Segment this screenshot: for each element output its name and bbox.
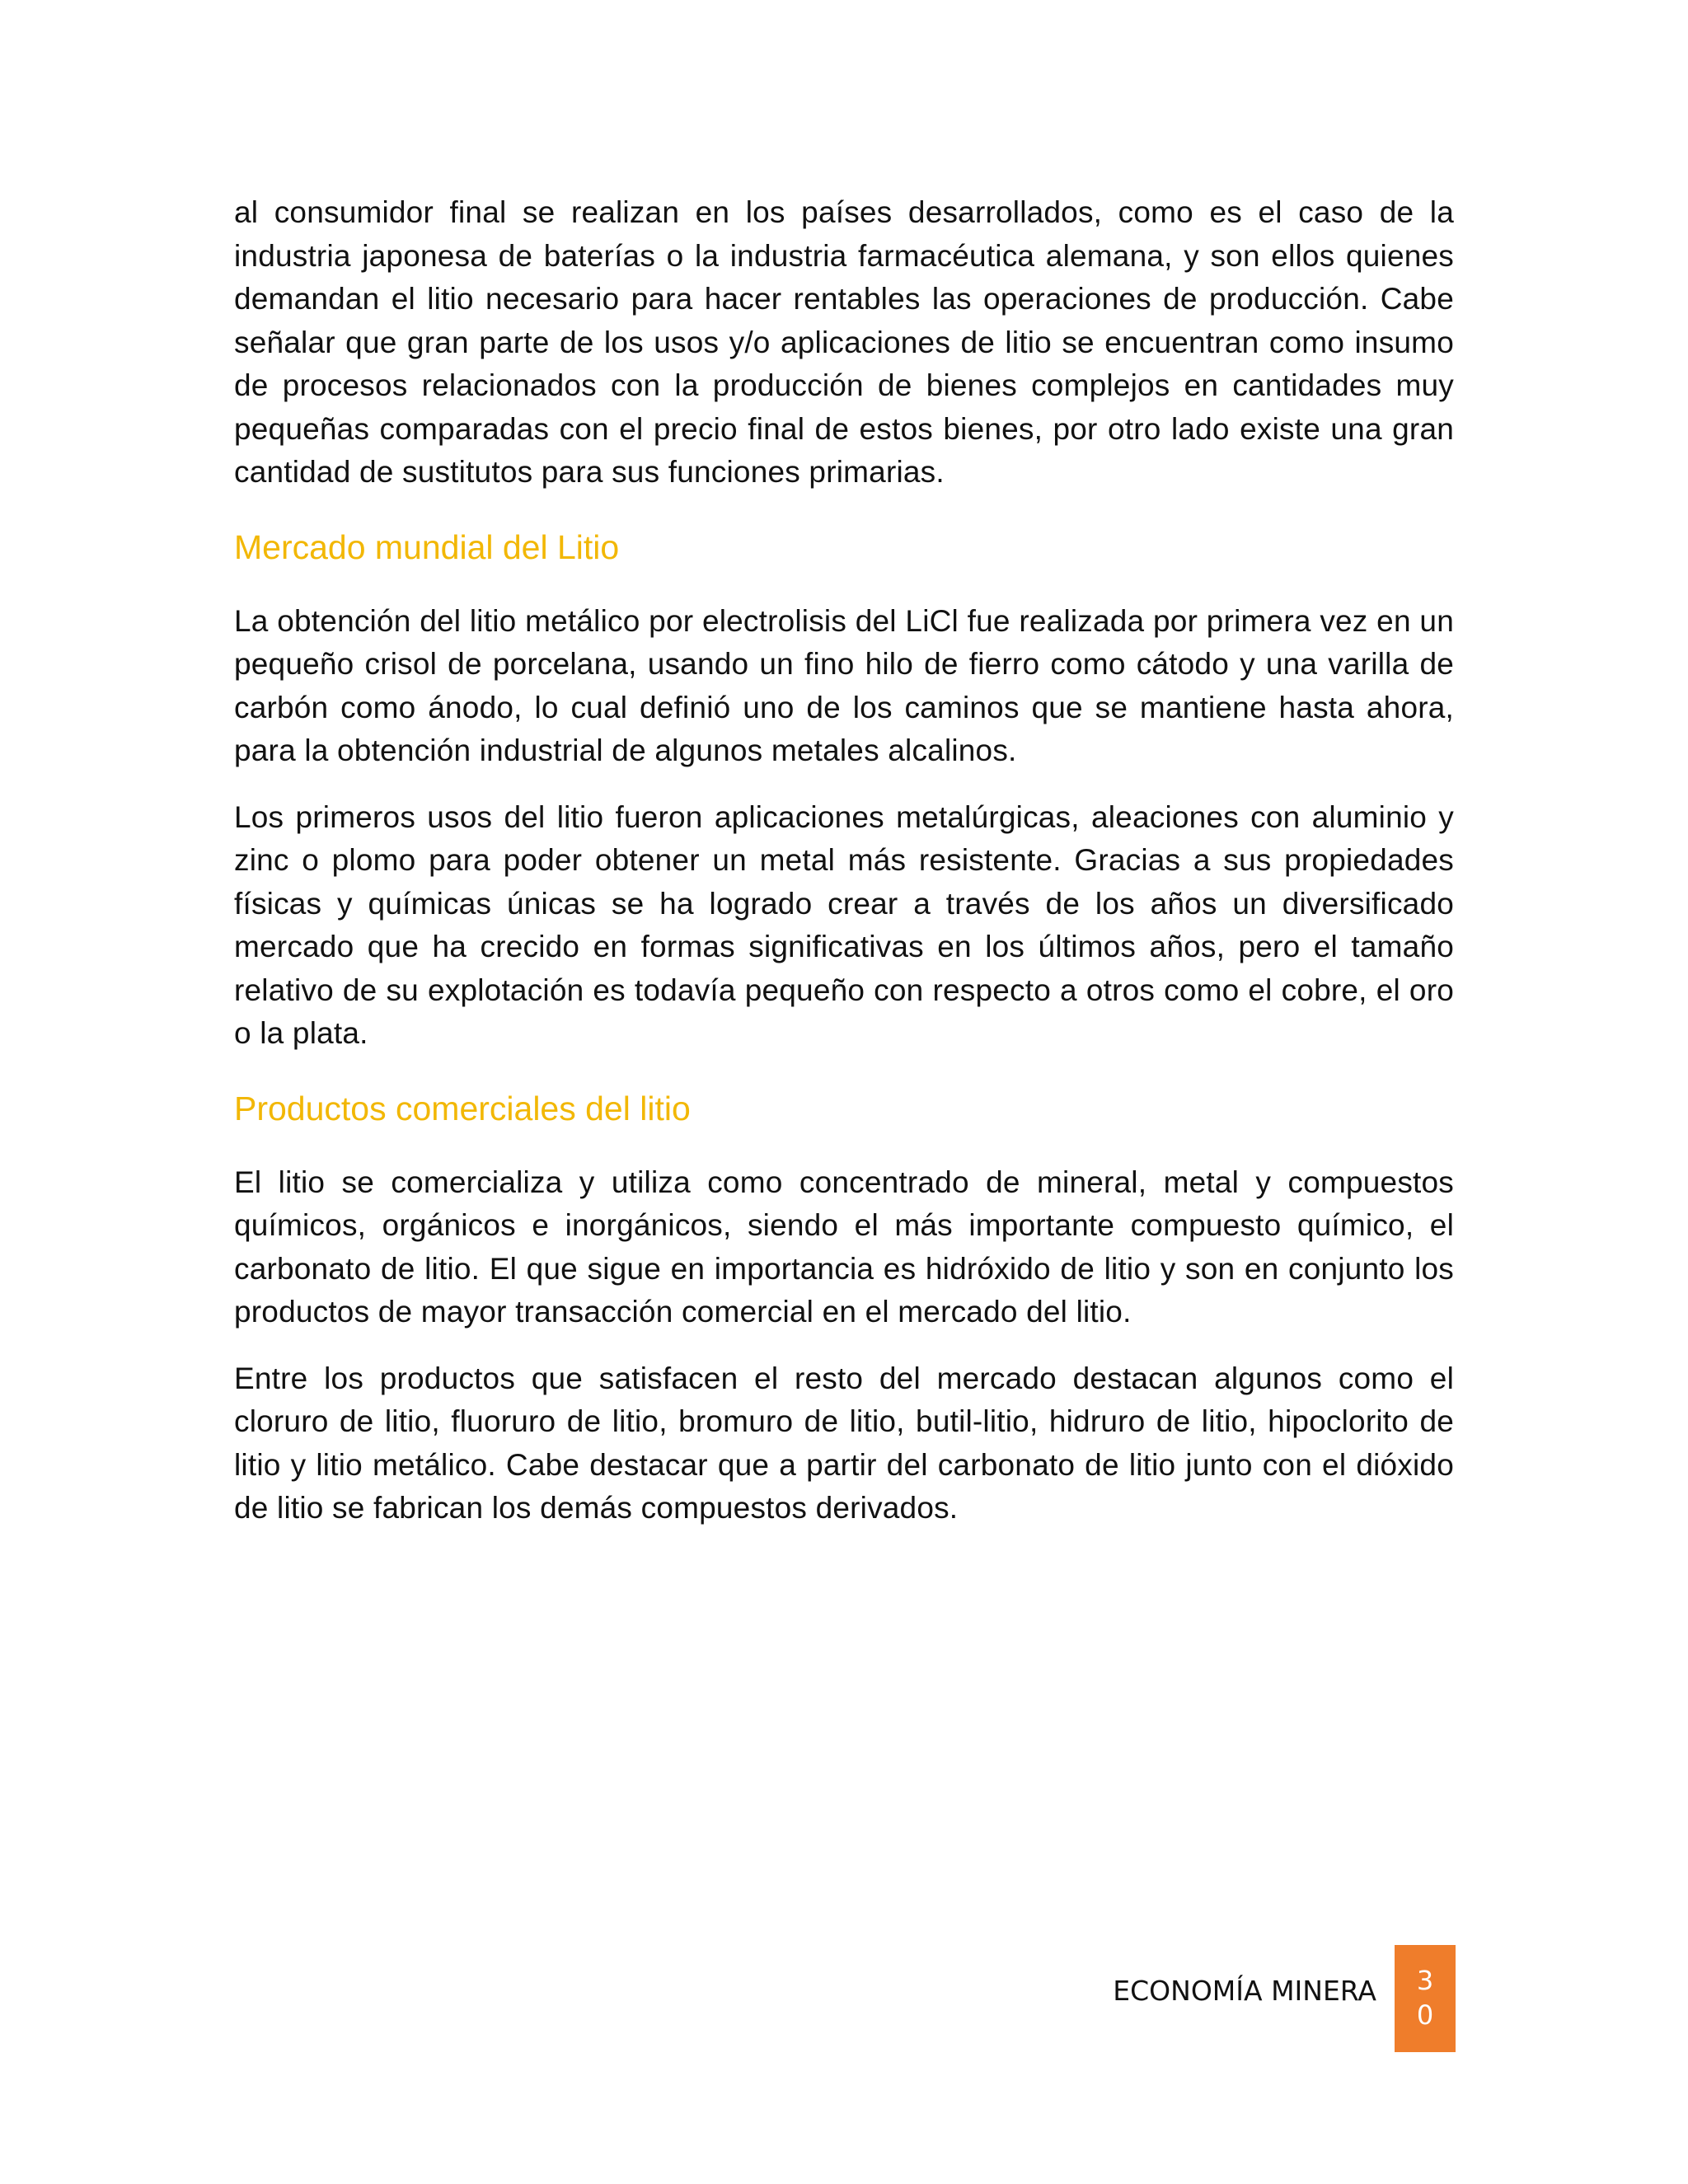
section-heading-mercado-mundial: Mercado mundial del Litio xyxy=(234,527,620,566)
paragraph-obtencion-litio: La obtención del litio metálico por electrolisis del LiCl fue realizada por primera vez en un pequeño crisol de porcelana, usando un fino hilo de fierro como cátodo y una varilla de carbón como ánodo, lo cual definió uno de los caminos que se mantiene hasta ahora, para la obtención industrial de algunos metales alcalinos. xyxy=(234,603,1454,767)
page-body xyxy=(234,191,1454,1554)
paragraph-primeros-usos: Los primeros usos del litio fueron aplicaciones metalúrgicas, aleaciones con aluminio y zinc o plomo para poder obtener un metal más resistente. Gracias a sus propiedades físicas y químicas únicas se ha logrado crear a través de los años un diversificado mercado que ha crecido en formas significativas en los últimos años, pero el tamaño relativo de su explotación es todavía pequeño con respecto a otros como el cobre, el oro o la plata. xyxy=(234,799,1454,1050)
page-number-digit-2: 0 xyxy=(1416,1999,1434,2031)
intro-paragraph: al consumidor final se realizan en los países desarrollados, como es el caso de la industria japonesa de baterías o la industria farmacéutica alemana, y son ellos quienes demandan el litio necesario para hacer rentables las operaciones de producción. Cabe señalar que gran parte de los usos y/o aplicaciones de litio se encuentran como insumo de procesos relacionados con la producción de bienes complejos en cantidades muy pequeñas comparadas con el precio final de estos bienes, por otro lado existe una gran cantidad de sustitutos para sus funciones primarias. xyxy=(234,195,1454,489)
paragraph-otros-productos: Entre los productos que satisfacen el resto del mercado destacan algunos como el cloruro de litio, fluoruro de litio, bromuro de litio, butil-litio, hidruro de litio, hipoclorito de litio y litio metálico. Cabe destacar que a partir del carbonato de litio junto con el dióxido de litio se fabrican los demás compuestos derivados. xyxy=(234,1361,1454,1525)
section-heading-productos-comerciales: Productos comerciales del litio xyxy=(234,1089,691,1127)
page-number-digit-1: 3 xyxy=(1416,1965,1434,1996)
page-number-badge xyxy=(1395,1945,1456,2052)
paragraph-comercializacion: El litio se comercializa y utiliza como concentrado de mineral, metal y compuestos químicos, orgánicos e inorgánicos, siendo el más importante compuesto químico, el carbonato de litio. El que sigue en importancia es hidróxido de litio y son en conjunto los productos de mayor transacción comercial en el mercado del litio. xyxy=(234,1165,1454,1329)
footer-title: ECONOMÍA MINERA xyxy=(1113,1975,1376,2007)
